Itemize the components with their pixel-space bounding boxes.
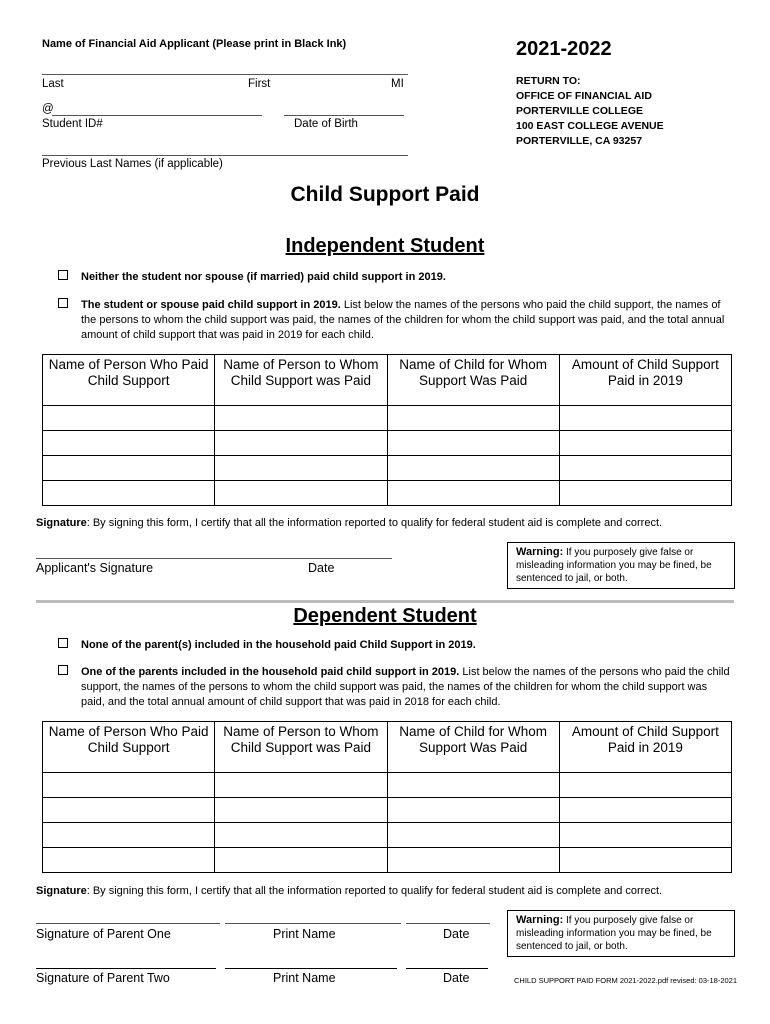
previous-names-label: Previous Last Names (if applicable)	[42, 158, 223, 170]
return-address	[516, 74, 664, 149]
middle-initial-label: MI	[391, 78, 404, 90]
table-row	[43, 773, 732, 798]
table-cell[interactable]	[387, 773, 559, 798]
table-cell[interactable]	[43, 798, 215, 823]
table-cell[interactable]	[387, 798, 559, 823]
table-header-row	[43, 722, 732, 773]
table-row	[43, 481, 732, 506]
table-row	[43, 848, 732, 873]
dependent-option-paid	[58, 665, 738, 708]
option-rest: List below the names of the persons who paid the child support, the names of the persons to whom the child support was paid, the names of the children for whom the child support was paid, and the total annual amount of child support that was paid in 2019 for each child.	[81, 299, 725, 341]
warning-text: If you purposely give false or misleading information you may be fined, be sentenced to jail, or both.	[516, 547, 712, 584]
table-cell[interactable]	[559, 481, 731, 506]
option-bold: The student or spouse paid child support in 2019.	[81, 299, 341, 311]
column-header: Name of Child for Whom Support Was Paid	[387, 722, 559, 773]
table-cell[interactable]	[559, 823, 731, 848]
applicant-date-label: Date	[308, 561, 335, 575]
parent-one-date-line[interactable]	[406, 923, 490, 924]
applicant-name-label: Name of Financial Aid Applicant (Please print in Black Ink)	[42, 38, 347, 50]
student-id-label: Student ID#	[42, 118, 103, 130]
section-divider	[36, 600, 734, 603]
table-cell[interactable]	[43, 848, 215, 873]
dependent-heading: Dependent Student	[293, 605, 477, 627]
table-cell[interactable]	[43, 431, 215, 456]
table-cell[interactable]	[215, 823, 387, 848]
option-text	[81, 298, 731, 343]
page-title: Child Support Paid	[290, 183, 480, 206]
certification-text: : By signing this form, I certify that all the information reported to qualify for federal student aid is complete and correct.	[86, 885, 663, 897]
independent-support-table	[42, 354, 732, 506]
table-cell[interactable]	[387, 848, 559, 873]
parent-one-print-line[interactable]	[225, 923, 401, 924]
table-cell[interactable]	[559, 773, 731, 798]
table-cell[interactable]	[215, 798, 387, 823]
return-line: 100 EAST COLLEGE AVENUE	[516, 120, 664, 132]
table-cell[interactable]	[215, 456, 387, 481]
dependent-option-none	[58, 638, 738, 653]
table-cell[interactable]	[559, 431, 731, 456]
table-cell[interactable]	[387, 456, 559, 481]
parent-two-date-label: Date	[443, 971, 470, 985]
signature-bold: Signature	[36, 885, 87, 897]
table-cell[interactable]	[215, 431, 387, 456]
checkbox[interactable]	[58, 638, 68, 648]
dependent-certification	[36, 885, 662, 897]
independent-option-none	[58, 270, 738, 285]
table-cell[interactable]	[387, 406, 559, 431]
warning-box	[507, 910, 735, 957]
certification-text: : By signing this form, I certify that all the information reported to qualify for federal student aid is complete and correct.	[86, 517, 663, 529]
applicant-signature-label: Applicant's Signature	[36, 561, 154, 575]
table-cell[interactable]	[387, 481, 559, 506]
column-header: Name of Person to Whom Child Support was Paid	[215, 355, 387, 406]
form-footer-id: CHILD SUPPORT PAID FORM 2021-2022.pdf revised: 03-18-2021	[514, 976, 738, 985]
column-header: Name of Person Who Paid Child Support	[43, 722, 215, 773]
parent-one-print-label: Print Name	[273, 927, 336, 941]
column-header: Amount of Child Support Paid in 2019	[559, 722, 731, 773]
parent-one-signature-line[interactable]	[36, 923, 220, 924]
parent-one-signature-label: Signature of Parent One	[36, 927, 171, 941]
warning-text: If you purposely give false or misleading information you may be fined, be sentenced to jail, or both.	[516, 915, 712, 952]
independent-option-paid	[58, 298, 738, 341]
table-cell[interactable]	[43, 406, 215, 431]
form-year: 2021-2022	[516, 38, 612, 60]
column-header: Amount of Child Support Paid in 2019	[559, 355, 731, 406]
previous-names-input-line[interactable]	[42, 155, 408, 156]
checkbox[interactable]	[58, 665, 68, 675]
table-row	[43, 431, 732, 456]
table-cell[interactable]	[559, 406, 731, 431]
table-cell[interactable]	[43, 481, 215, 506]
option-text: Neither the student nor spouse (if married) paid child support in 2019.	[81, 271, 446, 283]
table-cell[interactable]	[215, 406, 387, 431]
return-line: PORTERVILLE, CA 93257	[516, 135, 643, 147]
warning-box	[507, 542, 735, 589]
table-cell[interactable]	[387, 431, 559, 456]
warning-bold: Warning:	[516, 546, 564, 558]
table-cell[interactable]	[559, 456, 731, 481]
option-text	[81, 665, 731, 710]
table-header-row	[43, 355, 732, 406]
return-line: OFFICE OF FINANCIAL AID	[516, 90, 652, 102]
table-cell[interactable]	[215, 481, 387, 506]
parent-two-signature-line[interactable]	[36, 968, 216, 969]
table-row	[43, 823, 732, 848]
return-line: PORTERVILLE COLLEGE	[516, 105, 643, 117]
table-cell[interactable]	[559, 848, 731, 873]
option-bold: One of the parents included in the household paid child support in 2019.	[81, 666, 460, 678]
applicant-signature-line[interactable]	[36, 558, 392, 559]
table-cell[interactable]	[43, 773, 215, 798]
return-line: RETURN TO:	[516, 75, 581, 87]
table-row	[43, 456, 732, 481]
parent-two-print-label: Print Name	[273, 971, 336, 985]
dob-label: Date of Birth	[294, 118, 358, 130]
parent-two-print-line[interactable]	[225, 968, 397, 969]
checkbox[interactable]	[58, 270, 68, 280]
student-id-input-line[interactable]	[52, 115, 262, 116]
signature-bold: Signature	[36, 517, 87, 529]
column-header: Name of Person to Whom Child Support was Paid	[215, 722, 387, 773]
column-header: Name of Child for Whom Support Was Paid	[387, 355, 559, 406]
independent-heading: Independent Student	[285, 235, 485, 257]
table-cell[interactable]	[43, 823, 215, 848]
column-header: Name of Person Who Paid Child Support	[43, 355, 215, 406]
option-rest: List below the names of the persons who paid the child support, the names of the persons to whom the child support was paid, the names of the children for whom the child support was paid, and the total annual amount of child support that was paid in 2018 for each child.	[81, 666, 730, 708]
table-row	[43, 798, 732, 823]
table-cell[interactable]	[215, 848, 387, 873]
table-cell[interactable]	[387, 823, 559, 848]
warning-bold: Warning:	[516, 914, 564, 926]
first-name-label: First	[248, 78, 271, 90]
name-input-line[interactable]	[42, 74, 408, 75]
parent-two-signature-label: Signature of Parent Two	[36, 971, 170, 985]
dependent-support-table	[42, 721, 732, 873]
dob-input-line[interactable]	[284, 115, 404, 116]
checkbox[interactable]	[58, 298, 68, 308]
table-cell[interactable]	[559, 798, 731, 823]
last-name-label: Last	[42, 78, 64, 90]
independent-certification	[36, 517, 662, 529]
table-cell[interactable]	[43, 456, 215, 481]
at-sign: @	[42, 103, 54, 115]
table-cell[interactable]	[215, 773, 387, 798]
option-text: None of the parent(s) included in the household paid Child Support in 2019.	[81, 639, 476, 651]
table-row	[43, 406, 732, 431]
parent-one-date-label: Date	[443, 927, 470, 941]
parent-two-date-line[interactable]	[406, 968, 488, 969]
